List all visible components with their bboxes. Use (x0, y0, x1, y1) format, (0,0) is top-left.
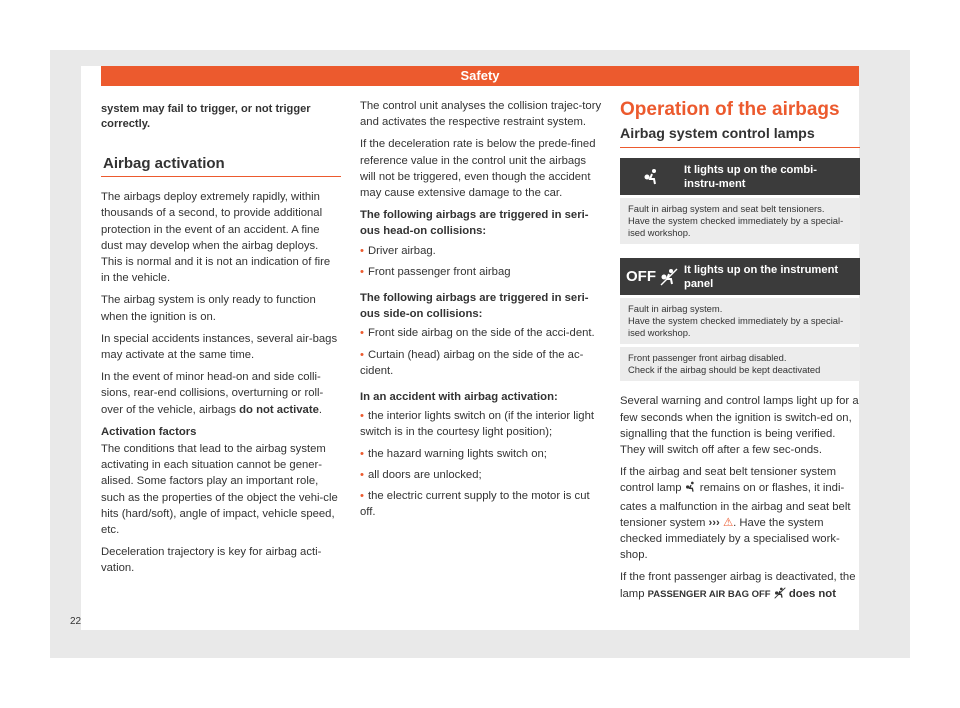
subheading-side-on: The following airbags are triggered in seri-ous side-on collisions: (360, 292, 589, 321)
list-item-text: Front passenger front airbag (367, 265, 511, 278)
airbag-off-icon (620, 268, 684, 286)
airbag-icon (620, 168, 684, 186)
paragraph: In special accidents instances, several air-bags may activate at the same time. (101, 332, 338, 362)
list-item-text: Front side airbag on the side of the acci-dent. (367, 327, 595, 340)
section-header: Safety (101, 66, 859, 86)
lamp-header (620, 158, 860, 195)
bold-text: does not (785, 587, 836, 600)
lamp-label: PASSENGER AIR BAG OFF (647, 588, 771, 600)
list-item (360, 325, 602, 341)
subtitle-control-lamps: Airbag system control lamps (620, 126, 860, 148)
lamp-text: Fault in airbag system. (628, 303, 723, 315)
bullet-icon: • (360, 490, 364, 503)
list-item-text: all doors are unlocked; (367, 468, 482, 481)
note-text: system may fail to trigger, or not trigger correctly. (101, 103, 311, 130)
paragraph (620, 569, 860, 603)
bullet-icon: • (360, 265, 364, 278)
bullet-icon: • (360, 468, 364, 481)
reference-arrow[interactable]: ››› (708, 516, 720, 529)
paragraph: The control unit analyses the collision trajec-tory and activates the respective restraint system. (360, 100, 602, 129)
text: . (318, 403, 323, 416)
list-item (360, 243, 602, 259)
text: If the airbag and seat belt tensioner system control lamp (620, 466, 837, 495)
paragraph: The airbag system is only ready to function when the ignition is on. (101, 294, 316, 323)
paragraph: If the deceleration rate is below the prede-fined reference value in the control unit the airbags will not be triggered, even though the accident may cause extensive damage to the car. (360, 138, 596, 200)
list-item (360, 488, 602, 520)
bullet-icon: • (360, 348, 364, 361)
lamp-title: It lights up on the instrument panel (684, 263, 839, 290)
list-item-text: the interior lights switch on (if the interior light switch is in the courtesy light position); (360, 410, 595, 439)
bold-text: do not activate (239, 403, 319, 416)
list-item-text: Curtain (head) airbag on the side of the ac-cident. (360, 348, 584, 377)
lamp-text: Check if the airbag should be kept deactivated (628, 364, 821, 376)
list-item (360, 347, 602, 379)
list-item (360, 408, 602, 440)
text: In the event of minor head-on and side colli-sions, rear-end collisions, overturning or roll-over of the vehicle, airbags (101, 371, 324, 416)
text: If the front passenger airbag is deactivated, the lamp (620, 571, 856, 600)
lamp-description (620, 347, 860, 381)
lamp-description (620, 198, 860, 244)
lamp-table-1 (620, 158, 860, 244)
airbag-icon (685, 481, 697, 498)
lamp-header (620, 258, 860, 295)
page-number: 22 (70, 616, 82, 627)
bullet-icon: • (360, 447, 364, 460)
paragraph: The airbags deploy extremely rapidly, within thousands of a second, to provide additional protection in the event of an accident. A fine dust may develop when the airbag deploys. This is normal and it is not an indication of fire in the vehicle. (101, 191, 331, 285)
lamp-table-2 (620, 258, 860, 381)
list-item (360, 446, 602, 462)
subheading-head-on: The following airbags are triggered in seri-ous head-on collisions: (360, 209, 589, 238)
section-title-airbag-activation: Airbag activation (101, 156, 341, 177)
subheading-airbag-activation: In an accident with airbag activation: (360, 391, 558, 404)
paragraph: The conditions that lead to the airbag system activating in each situation cannot be gener-alised. Some factors play an important role, such as the properties of the object the vehi-cle hits (hard/soft), angle of impact, vehicle speed, etc. (101, 443, 338, 537)
bullet-icon: • (360, 244, 364, 257)
lamp-text: Have the system checked immediately by a special-ised workshop. (628, 215, 844, 239)
bullet-icon: • (360, 327, 364, 340)
paragraph: Several warning and control lamps light up for a few seconds when the ignition is switch-ed on, signalling that the function is being verified. They will switch off after a few sec-onds. (620, 395, 859, 457)
lamp-text: Fault in airbag system and seat belt tensioners. (628, 203, 825, 215)
lamp-description (620, 298, 860, 344)
text: . Have the system checked immediately by a specialised work-shop. (620, 516, 840, 562)
column-3 (620, 100, 860, 610)
text: remains on or flashes, it indi-cates a malfunction in the airbag and seat belt tensioner system (620, 482, 851, 529)
column-2 (360, 98, 602, 525)
page-title: Operation of the airbags (620, 99, 840, 120)
paragraph (620, 464, 860, 563)
list-item-text: the electric current supply to the motor is cut off. (360, 490, 590, 519)
subheading-activation-factors: Activation factors (101, 425, 197, 438)
list-item-text: Driver airbag. (367, 244, 436, 257)
lamp-text: Front passenger front airbag disabled. (628, 352, 787, 364)
warning-triangle-icon: ⚠ (722, 516, 734, 529)
list-item-text: the hazard warning lights switch on; (367, 447, 547, 460)
lamp-text: Have the system checked immediately by a special-ised workshop. (628, 315, 844, 339)
list-item (360, 467, 602, 483)
airbag-off-icon (774, 587, 786, 604)
list-item (360, 264, 602, 280)
paragraph (101, 369, 341, 418)
lamp-title: It lights up on the combi-instru-ment (684, 163, 817, 190)
paragraph: Deceleration trajectory is key for airbag acti-vation. (101, 546, 322, 575)
column-1 (101, 102, 341, 583)
bullet-icon: • (360, 410, 364, 423)
off-label: OFF (626, 267, 656, 285)
